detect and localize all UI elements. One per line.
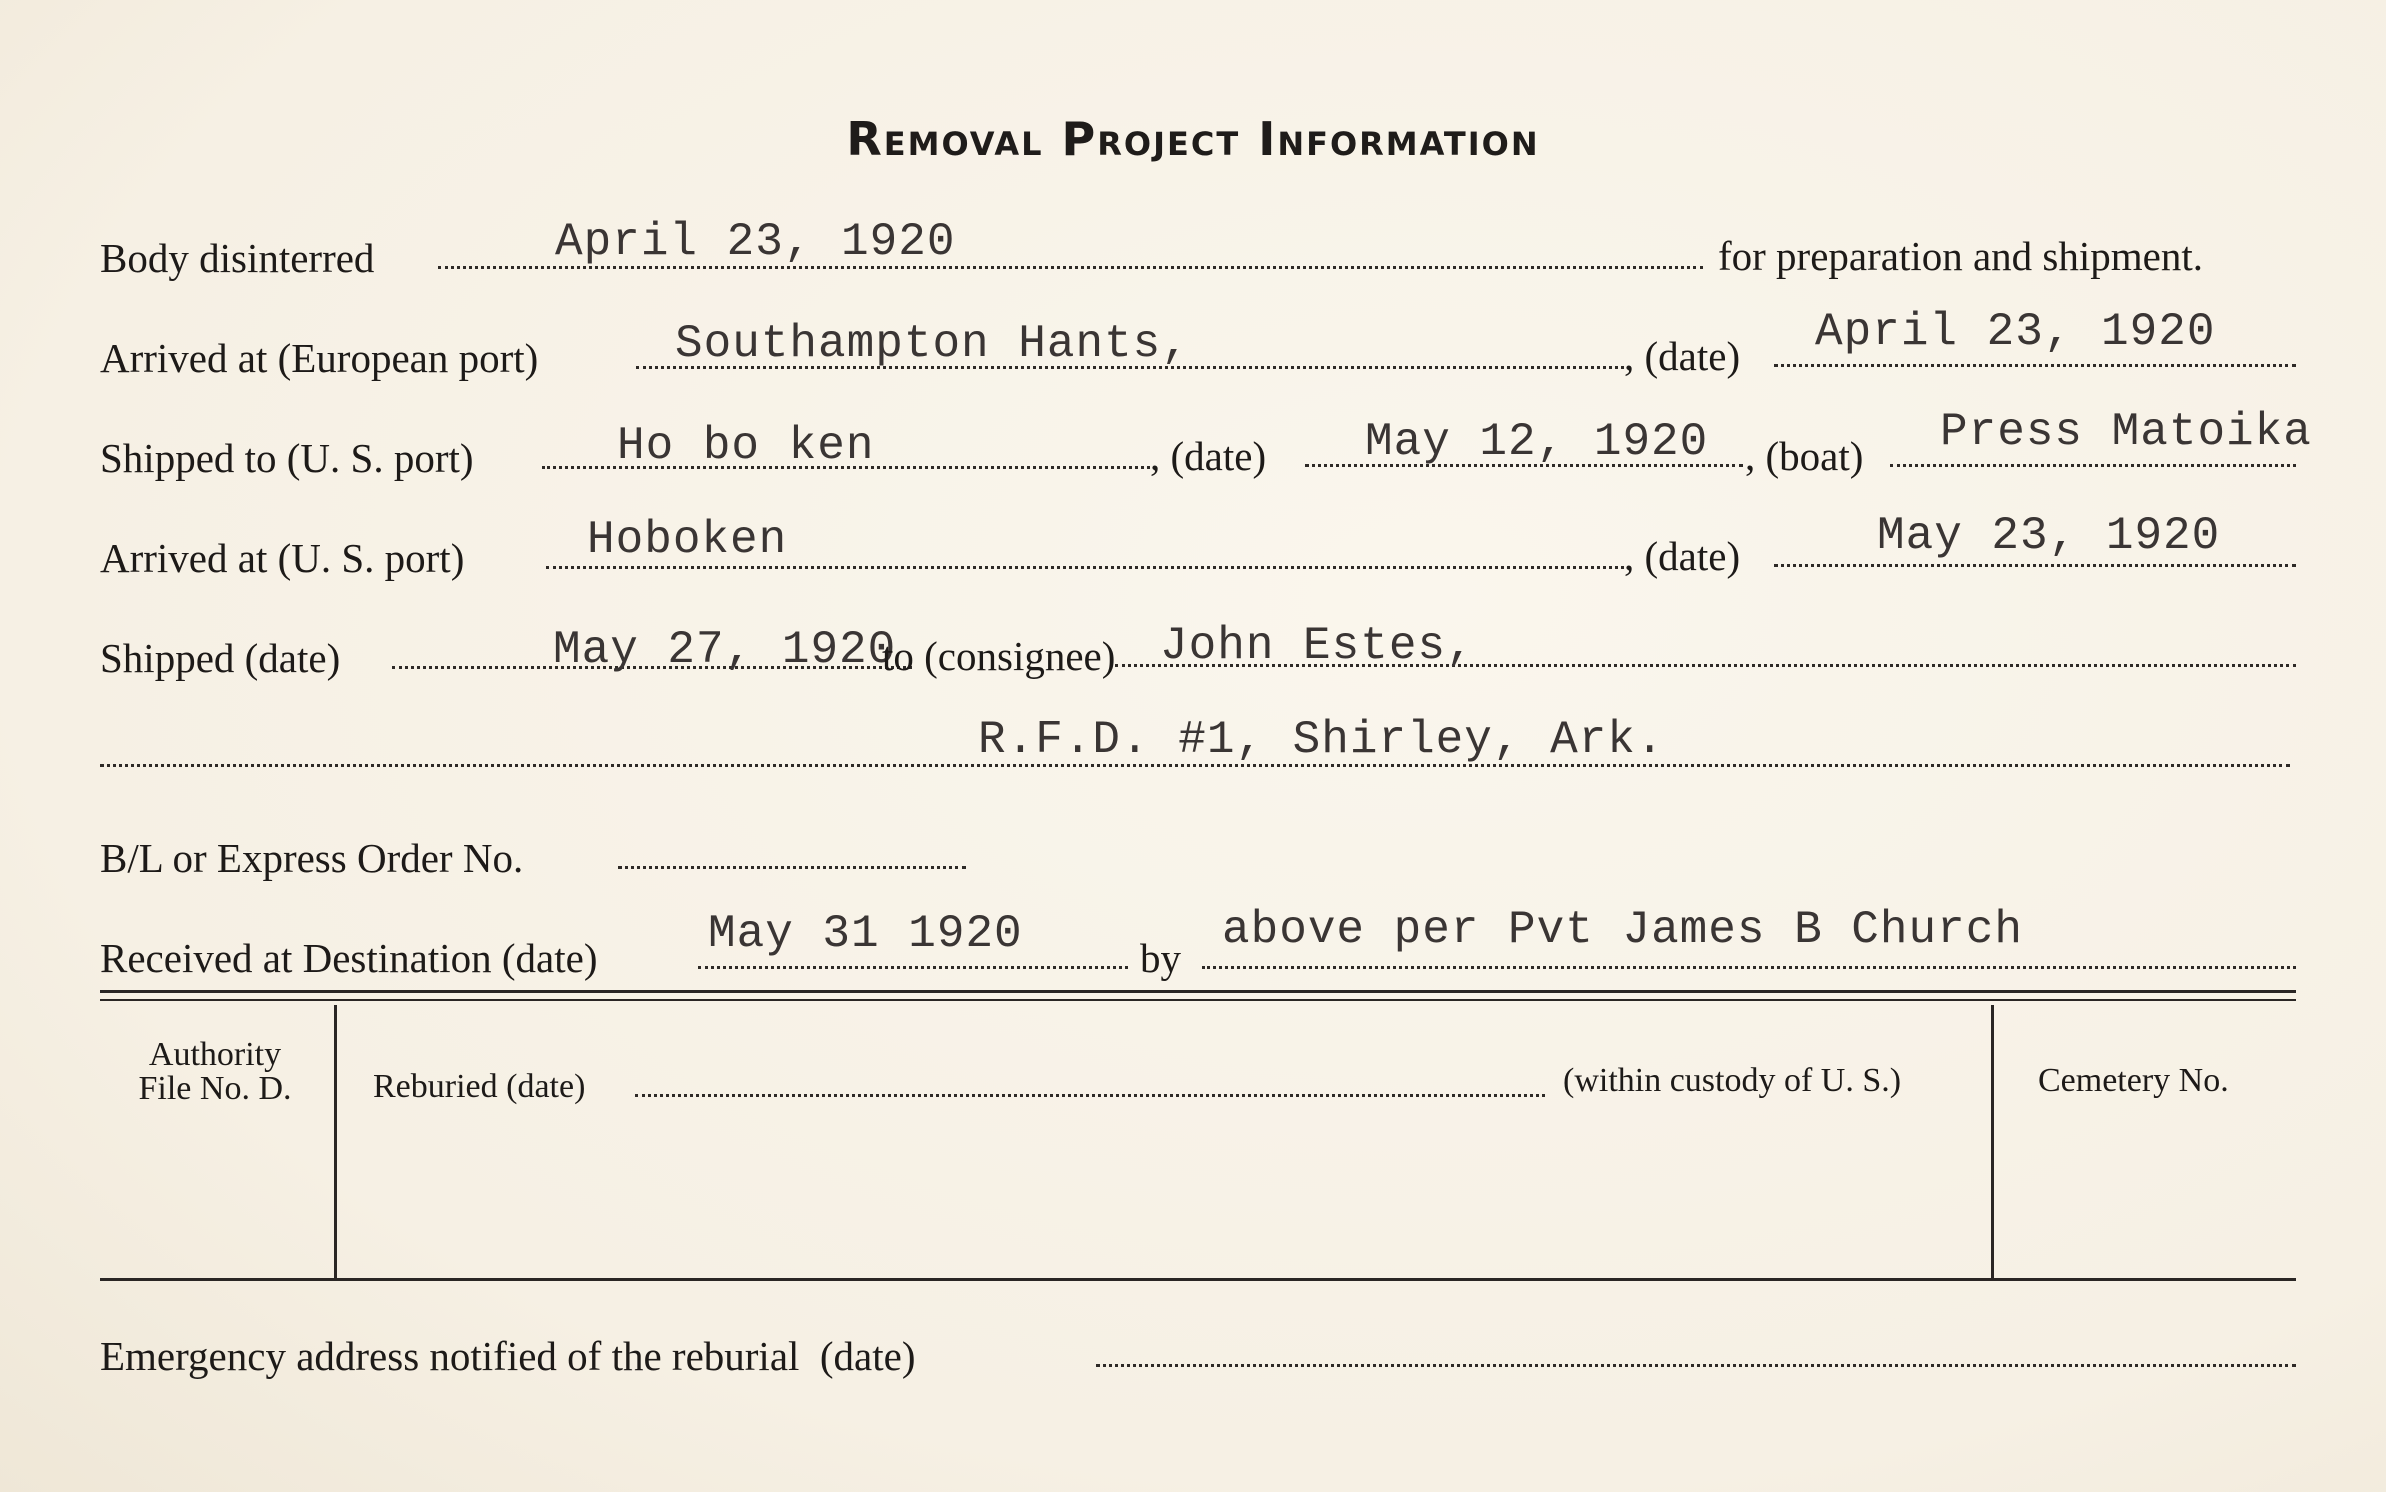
- cemetery-label: Cemetery No.: [2038, 1062, 2229, 1099]
- disinterred-label: Body disinterred: [100, 235, 375, 281]
- bl-line: [618, 866, 966, 869]
- received-by-line: [1202, 966, 2296, 969]
- received-value: May 31 1920: [708, 908, 1023, 960]
- arrived-us-date-line: [1774, 564, 2296, 567]
- emergency-line: [1096, 1364, 2296, 1367]
- received-by-label: by: [1140, 935, 1181, 981]
- shipped-value: May 27, 1920: [553, 624, 897, 676]
- received-by: above per Pvt James B Church: [1222, 904, 2023, 956]
- disinterred-value: April 23, 1920: [555, 216, 956, 268]
- arrived-eu-label: Arrived at (European port): [100, 335, 539, 381]
- shipped-us-label: Shipped to (U. S. port): [100, 435, 474, 481]
- custody-label: (within custody of U. S.): [1563, 1062, 1902, 1099]
- box-divider-right: [1991, 1005, 1994, 1279]
- consignee-label: to (consignee): [882, 633, 1116, 679]
- authority-label: Authority: [148, 1036, 282, 1073]
- arrived-us-value: Hoboken: [587, 514, 788, 566]
- received-line: [698, 966, 1128, 969]
- reburied-label: Reburied (date): [373, 1068, 586, 1105]
- arrived-us-label: Arrived at (U. S. port): [100, 535, 465, 581]
- shipped-us-date: May 12, 1920: [1365, 416, 1709, 468]
- emergency-label: Emergency address notified of the reburial (date): [100, 1333, 916, 1379]
- received-label: Received at Destination (date): [100, 935, 598, 981]
- consignee-address: R.F.D. #1, Shirley, Ark.: [978, 714, 1665, 766]
- arrived-eu-date-line: [1774, 364, 2296, 367]
- arrived-us-date-label: , (date): [1624, 533, 1741, 579]
- divider-top-secondary: [100, 999, 2296, 1001]
- arrived-us-line: [546, 566, 1624, 569]
- box-divider-left: [334, 1005, 337, 1279]
- disinterred-suffix: for preparation and shipment.: [1718, 233, 2204, 279]
- shipped-us-date-label: , (date): [1150, 433, 1267, 479]
- shipped-us-value: Ho bo ken: [617, 420, 875, 472]
- arrived-eu-date: April 23, 1920: [1815, 306, 2216, 358]
- bl-label: B/L or Express Order No.: [100, 835, 524, 881]
- consignee-value: John Estes,: [1160, 620, 1475, 672]
- shipped-label: Shipped (date): [100, 635, 341, 681]
- form-title: Removal Project Information: [846, 112, 1540, 166]
- shipped-us-boat: Press Matoika: [1940, 406, 2312, 458]
- arrived-eu-date-label: , (date): [1624, 333, 1741, 379]
- shipped-us-boat-line: [1890, 464, 2296, 467]
- arrived-us-date: May 23, 1920: [1877, 510, 2221, 562]
- divider-bottom: [100, 1278, 2296, 1281]
- reburied-line: [635, 1094, 1545, 1097]
- divider-top: [100, 990, 2296, 993]
- shipped-us-boat-label: , (boat): [1745, 433, 1864, 479]
- file-no-label: File No. D.: [138, 1070, 292, 1107]
- arrived-eu-value: Southampton Hants,: [675, 318, 1190, 370]
